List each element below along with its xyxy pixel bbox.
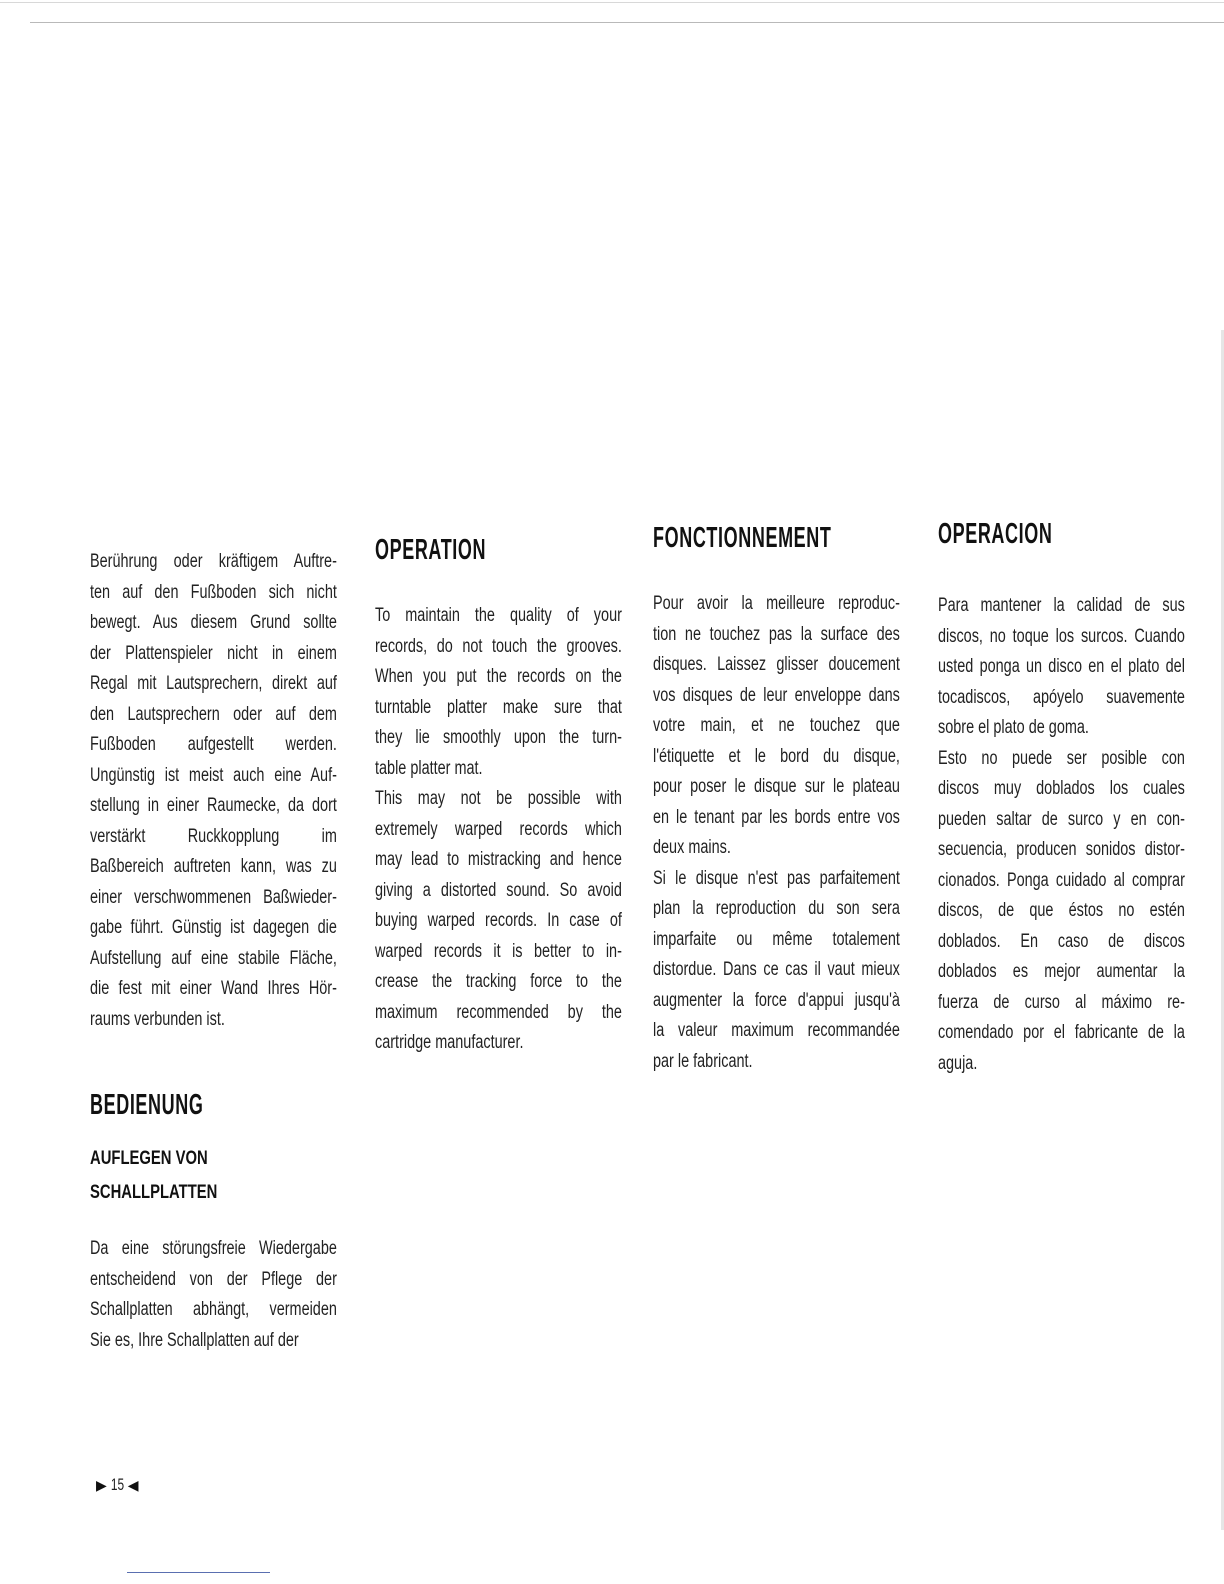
text-line: records, do not touch the grooves. [375, 635, 622, 657]
german-subheading-line1: AUFLEGEN VON [90, 1148, 208, 1169]
spacer [938, 551, 1196, 591]
text-line: Sie es, Ihre Schallplatten auf der [90, 1329, 299, 1351]
french-paragraph-1 [653, 589, 901, 864]
page-number [96, 1475, 138, 1495]
text-line: bewegt. Aus diesem Grund sollte [90, 612, 337, 633]
french-column [653, 522, 911, 1077]
text-line: aguja. [938, 1052, 978, 1074]
text-line: raums verbunden ist. [90, 1008, 225, 1030]
german-intro-paragraph [90, 547, 338, 1035]
text-line: Regal mit Lautsprechern, direkt auf [90, 673, 337, 694]
english-heading: OPERATION [375, 534, 487, 566]
text-line: Si le disque n'est pas parfaitement [653, 867, 900, 889]
text-line: Fußboden aufgestellt werden. [90, 734, 337, 755]
text-line: usted ponga un disco en el plato del [938, 656, 1185, 677]
text-line: Esto no puede ser posible con [938, 747, 1185, 769]
spacer [90, 1210, 348, 1234]
text-line: imparfaite ou même totalement [653, 928, 900, 950]
bottom-rule [127, 1572, 270, 1573]
text-line: sobre el plato de goma. [938, 717, 1089, 738]
text-line: Schallplatten abhängt, vermeiden [90, 1299, 337, 1320]
text-line: extremely warped records which [375, 818, 622, 840]
text-line: crease the tracking force to the [375, 971, 622, 992]
left-triangle-icon: ◀ [127, 1476, 139, 1493]
spanish-paragraph-2 [938, 744, 1186, 1080]
text-line: ten auf den Fußboden sich nicht [90, 581, 337, 603]
german-body-paragraph [90, 1234, 338, 1356]
english-paragraph-1 [375, 601, 623, 784]
spanish-column [938, 518, 1196, 1079]
text-line: cartridge manufacturer. [375, 1032, 524, 1053]
german-subheading-line2: SCHALLPLATTEN [90, 1182, 218, 1203]
spacer [90, 1122, 348, 1142]
text-line: verstärkt Ruckkopplung im [90, 825, 337, 847]
text-line: gabe führt. Günstig ist dagegen die [90, 917, 337, 938]
text-line: die fest mit einer Wand Ihres Hör- [90, 978, 337, 999]
text-line: buying warped records. In case of [375, 910, 622, 931]
spacer [90, 1035, 348, 1089]
page-number-value: 15 [110, 1475, 124, 1494]
text-line: Berührung oder kräftigem Auftre- [90, 551, 337, 572]
text-line: Para mantener la calidad de sus [938, 595, 1185, 616]
text-line: Pour avoir la meilleure reproduc- [653, 593, 900, 614]
text-line: comendado por el fabricante de la [938, 1022, 1185, 1043]
text-line: Baßbereich auftreten kann, was zu [90, 856, 337, 877]
text-line: par le fabricant. [653, 1050, 753, 1072]
text-line: pueden saltar de surco y en con- [938, 808, 1185, 830]
text-line: augmenter la force d'appui jusqu'à [653, 989, 900, 1011]
german-column [90, 547, 348, 1356]
text-line: discos muy doblados los cuales [938, 778, 1185, 799]
text-line: tion ne touchez pas la surface des [653, 623, 900, 645]
text-line: votre main, et ne touchez que [653, 715, 900, 736]
text-line: Ungünstig ist meist auch eine Auf- [90, 764, 337, 786]
text-line: turntable platter make sure that [375, 696, 622, 718]
text-line: distordue. Dans ce cas il vaut mieux [653, 959, 900, 980]
french-paragraph-2 [653, 864, 901, 1078]
text-line: table platter mat. [375, 757, 483, 779]
text-line: Aufstellung auf eine stabile Fläche, [90, 947, 337, 969]
text-line: This may not be possible with [375, 788, 622, 809]
french-heading: FONCTIONNEMENT [653, 522, 832, 554]
right-triangle-icon: ▶ [96, 1476, 107, 1493]
text-line: der Plattenspieler nicht in einem [90, 642, 337, 664]
spanish-heading: OPERACION [938, 518, 1053, 550]
spanish-paragraph-1 [938, 591, 1186, 744]
text-line: To maintain the quality of your [375, 605, 622, 626]
german-heading: BEDIENUNG [90, 1089, 204, 1121]
text-line: fuerza de curso al máximo re- [938, 991, 1185, 1013]
text-line: deux mains. [653, 837, 731, 858]
text-line: stellung in einer Raumecke, da dort [90, 795, 337, 816]
text-line: disques. Laissez glisser doucement [653, 654, 900, 675]
text-line: vos disques de leur enveloppe dans [653, 684, 900, 706]
text-line: may lead to mistracking and hence [375, 849, 622, 870]
text-line: pour poser le disque sur le plateau [653, 776, 900, 797]
text-line: discos, no toque los surcos. Cuando [938, 625, 1185, 647]
text-line: entscheidend von der Pflege der [90, 1268, 337, 1290]
text-line: doblados es mejor aumentar la [938, 961, 1185, 982]
text-line: einer verschwommenen Baßwieder- [90, 886, 337, 908]
text-line: giving a distorted sound. So avoid [375, 879, 622, 901]
text-line: la valeur maximum recommandée [653, 1020, 900, 1041]
english-paragraph-2 [375, 784, 623, 1059]
text-line: doblados. En caso de discos [938, 930, 1185, 952]
english-column [375, 534, 633, 1059]
spacer [653, 555, 911, 589]
text-line: tocadiscos, apóyelo suavemente [938, 686, 1185, 708]
text-line: Da eine störungsfreie Wiedergabe [90, 1238, 337, 1259]
text-line: When you put the records on the [375, 666, 622, 687]
text-line: den Lautsprechern oder auf dem [90, 703, 337, 725]
text-line: l'étiquette et le bord du disque, [653, 745, 900, 767]
text-line: maximum recommended by the [375, 1001, 622, 1023]
top-rule [30, 22, 1224, 23]
text-line: cionados. Ponga cuidado al comprar [938, 869, 1185, 891]
text-line: plan la reproduction du son sera [653, 898, 900, 919]
spacer [375, 567, 633, 601]
top-edge-line [0, 2, 1224, 3]
text-line: they lie smoothly upon the turn- [375, 727, 622, 748]
text-line: secuencia, producen sonidos distor- [938, 839, 1185, 860]
text-line: discos, de que éstos no estén [938, 900, 1185, 921]
text-line: warped records it is better to in- [375, 940, 622, 962]
text-line: en le tenant par les bords entre vos [653, 806, 900, 828]
